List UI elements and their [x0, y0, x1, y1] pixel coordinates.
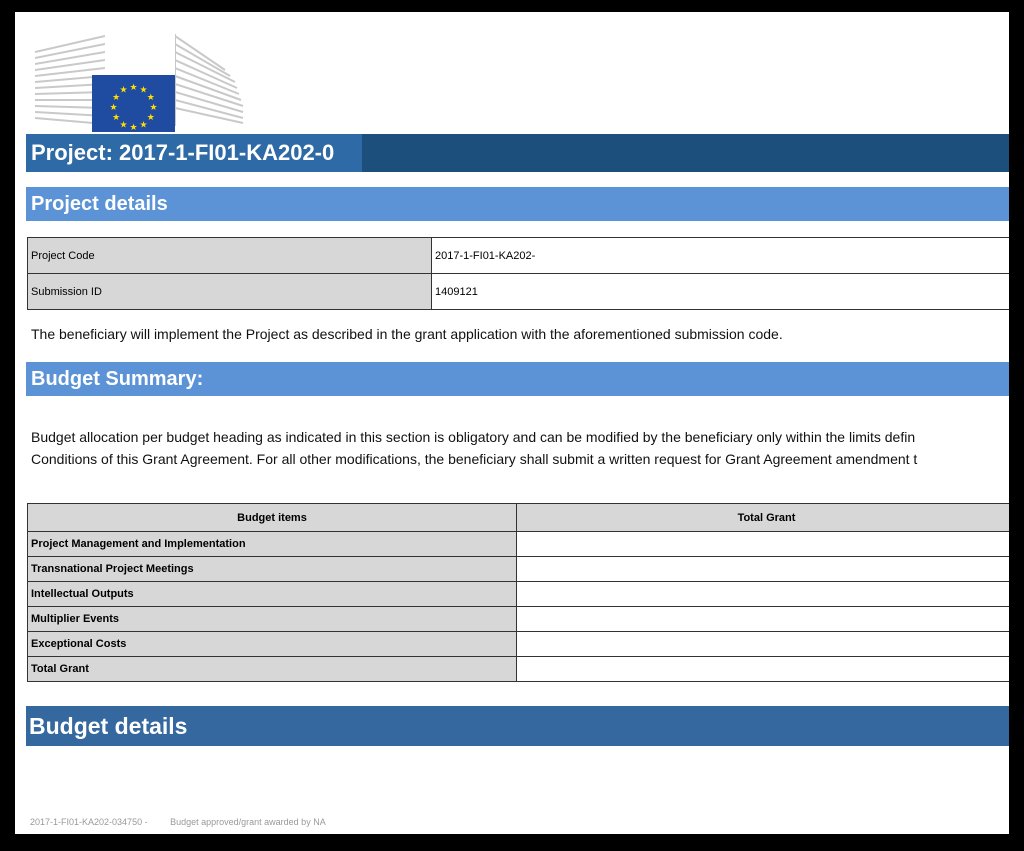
- budget-item: Project Management and Implementation: [28, 532, 517, 557]
- budget-item: Exceptional Costs: [28, 632, 517, 657]
- project-title: Project: 2017-1-FI01-KA202-0: [31, 140, 335, 165]
- project-details-table: [27, 237, 1009, 310]
- project-note: The beneficiary will implement the Project as described in the grant application with the aforementioned submission code.: [31, 326, 783, 342]
- budget-item-grant: [517, 532, 1010, 557]
- budget-summary-heading: [26, 362, 1009, 396]
- svg-text:★: ★: [119, 85, 128, 96]
- table-row: [28, 274, 1010, 310]
- european-commission-logo: [35, 30, 225, 132]
- footer-status: Budget approved/grant awarded by NA: [170, 817, 326, 827]
- budget-item-grant: [517, 657, 1010, 682]
- svg-text:★: ★: [146, 93, 155, 103]
- budget-summary-text-line2: Conditions of this Grant Agreement. For all other modifications, the beneficiary shall submit a written request for Grant Agreement amendment t: [31, 451, 918, 467]
- budget-item: Total Grant: [28, 657, 517, 682]
- project-details-heading-label: Project details: [31, 193, 168, 215]
- svg-text:★: ★: [139, 85, 148, 96]
- table-row: [28, 532, 1010, 557]
- project-title-banner: [26, 134, 1009, 172]
- project-code-label: Project Code: [28, 238, 432, 274]
- svg-text:★: ★: [112, 113, 121, 123]
- svg-text:★: ★: [112, 93, 121, 103]
- budget-items-header: Budget items: [28, 504, 517, 532]
- table-row: [28, 557, 1010, 582]
- table-row: [28, 632, 1010, 657]
- svg-text:★: ★: [146, 113, 155, 123]
- eu-flag-icon: [92, 75, 175, 132]
- table-row: [28, 238, 1010, 274]
- svg-text:★: ★: [109, 103, 118, 113]
- budget-summary-heading-label: Budget Summary:: [31, 368, 204, 390]
- table-row: [28, 607, 1010, 632]
- svg-text:★: ★: [149, 103, 158, 113]
- budget-item: Transnational Project Meetings: [28, 557, 517, 582]
- total-grant-header: Total Grant: [517, 504, 1010, 532]
- budget-item-grant: [517, 557, 1010, 582]
- svg-text:★: ★: [129, 83, 138, 93]
- table-header-row: [28, 504, 1010, 532]
- budget-details-heading-label: Budget details: [29, 713, 188, 739]
- budget-item: Multiplier Events: [28, 607, 517, 632]
- budget-details-heading: [26, 706, 1009, 746]
- budget-summary-table: [27, 503, 1009, 682]
- table-row: [28, 582, 1010, 607]
- document-page: [15, 12, 1009, 834]
- project-code-value: 2017-1-FI01-KA202-: [432, 238, 1010, 274]
- table-row: [28, 657, 1010, 682]
- budget-item-grant: [517, 582, 1010, 607]
- budget-item-grant: [517, 607, 1010, 632]
- footer-code: 2017-1-FI01-KA202-034750 -: [30, 817, 148, 827]
- budget-item-grant: [517, 632, 1010, 657]
- submission-id-value: 1409121: [432, 274, 1010, 310]
- page-footer: [30, 817, 326, 827]
- budget-item: Intellectual Outputs: [28, 582, 517, 607]
- logo-lines-right-icon: [175, 30, 245, 126]
- project-details-heading: [26, 187, 1009, 221]
- submission-id-label: Submission ID: [28, 274, 432, 310]
- svg-text:★: ★: [139, 120, 148, 131]
- svg-text:★: ★: [129, 123, 138, 132]
- svg-text:★: ★: [119, 120, 128, 131]
- budget-summary-text-line1: Budget allocation per budget heading as indicated in this section is obligatory and can be modified by the beneficiary only within the limits defin: [31, 429, 916, 445]
